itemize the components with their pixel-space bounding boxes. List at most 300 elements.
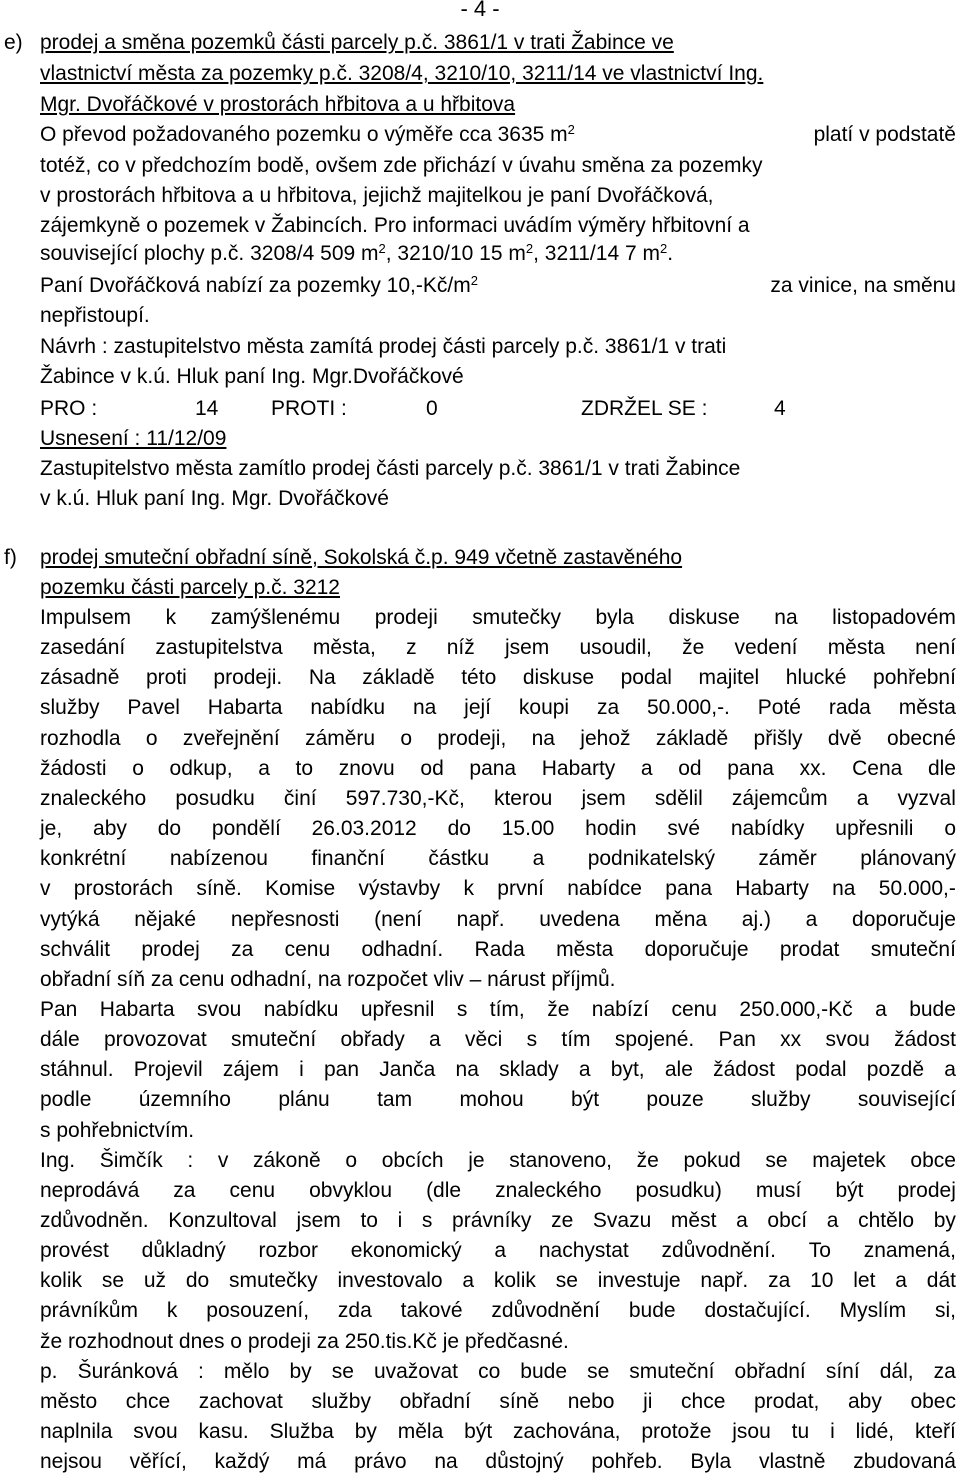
word: Cena	[852, 757, 903, 780]
word: právníky	[452, 1209, 532, 1232]
word: v	[217, 1149, 229, 1172]
word: proti	[145, 666, 187, 689]
word: co	[478, 1360, 501, 1383]
word: žádost	[894, 1028, 956, 1051]
word: investuje	[597, 1269, 681, 1292]
word: Habarta	[207, 696, 283, 719]
word: nabídky	[730, 817, 805, 840]
word: záměru	[305, 727, 376, 750]
word: a	[875, 998, 887, 1021]
word: Habarta	[99, 998, 175, 1021]
word: mohou	[459, 1088, 524, 1111]
word: se	[331, 1360, 354, 1383]
proposal-line: Žabince v k.ú. Hluk paní Ing. Mgr.Dvořáčkové	[40, 365, 464, 388]
section-f-body-line	[40, 1147, 956, 1174]
section-f-body-line	[40, 604, 956, 631]
proposal-line: Návrh : zastupitelstvo města zamítá prodej části parcely p.č. 3861/1 v trati	[40, 335, 727, 358]
word: na	[455, 1058, 479, 1081]
word: síní	[825, 1360, 860, 1383]
word: ale	[664, 1058, 693, 1081]
word: svou	[196, 998, 242, 1021]
word: této	[461, 666, 497, 689]
word: zbudovaná	[853, 1450, 956, 1473]
word: doporučuje	[644, 938, 749, 961]
word: se	[587, 1360, 610, 1383]
word: se	[555, 1269, 578, 1292]
word: prodej	[897, 1179, 956, 1202]
word: by	[354, 1420, 377, 1443]
word: nějaké	[134, 908, 197, 931]
word: finanční	[311, 847, 385, 870]
superscript: 2	[567, 122, 575, 137]
word: služby	[311, 1390, 371, 1413]
vote-zdrzel-label: ZDRŽEL SE :	[581, 397, 708, 420]
word: a	[736, 1209, 748, 1232]
text-fragment: , 3210/10 15 m	[385, 242, 526, 265]
word: vedení	[734, 636, 798, 659]
word: chce	[125, 1390, 171, 1413]
word: spojené.	[614, 1028, 695, 1051]
section-f-heading-line: prodej smuteční obřadní síně, Sokolská č.p. 949 včetně zastavěného	[40, 546, 683, 569]
word: např.	[456, 908, 505, 931]
text-fragment: , 3211/14 7 m	[533, 242, 660, 265]
word: nepřesnosti	[230, 908, 340, 931]
word: vyzval	[897, 787, 956, 810]
word: jsou	[732, 1420, 771, 1443]
word: rozbor	[258, 1239, 318, 1262]
word: pana	[727, 757, 774, 780]
superscript: 2	[525, 241, 534, 256]
word: svou	[825, 1028, 870, 1051]
word: kasu.	[198, 1420, 249, 1443]
page-number: - 4 -	[460, 0, 500, 21]
word: (dle	[426, 1179, 462, 1202]
word: podal	[795, 1058, 847, 1081]
word: Na	[308, 666, 336, 689]
word: prodat,	[753, 1390, 820, 1413]
word: 15.00	[501, 817, 555, 840]
word: město	[40, 1390, 98, 1413]
word: a	[944, 1058, 956, 1081]
word: protože	[641, 1420, 712, 1443]
word: 597.730,-Kč,	[345, 787, 465, 810]
word: Šimčík	[99, 1149, 163, 1172]
word: prodej	[141, 938, 200, 961]
word: kolik	[40, 1269, 83, 1292]
word: Pavel	[127, 696, 180, 719]
word: za	[768, 1269, 791, 1292]
word: ji	[643, 1390, 653, 1413]
superscript: 2	[659, 241, 668, 256]
section-f-body-line	[40, 785, 956, 812]
word: smuteční	[629, 1360, 715, 1383]
word: znaleckého	[40, 787, 147, 810]
word: hlucké	[785, 666, 847, 689]
word: rada	[828, 696, 871, 719]
word: do	[447, 817, 471, 840]
word: 10	[810, 1269, 834, 1292]
word: být	[835, 1179, 864, 1202]
text-fragment: platí v podstatě	[813, 123, 956, 146]
word: a	[805, 908, 818, 931]
word: Myslím	[839, 1299, 907, 1322]
word: se	[101, 1269, 125, 1292]
section-f-body-line	[40, 815, 956, 842]
word: smutečky	[472, 606, 561, 629]
word: to	[295, 757, 314, 780]
resolution-line: Zastupitelstvo města zamítlo prodej části parcely p.č. 3861/1 v trati Žabince	[40, 457, 741, 480]
word: koupi	[518, 696, 570, 719]
word: obřadní	[399, 1390, 471, 1413]
word: Byla	[690, 1450, 732, 1473]
word: byla	[595, 606, 635, 629]
word: znamená,	[863, 1239, 956, 1262]
word: žádosti	[40, 757, 107, 780]
word: o	[345, 1149, 358, 1172]
word: Šuránková	[77, 1360, 178, 1383]
word: na	[412, 696, 437, 719]
word: je	[468, 1149, 485, 1172]
word: měla	[397, 1420, 444, 1443]
section-e-body-line: zájemkyně o pozemek v Žabincích. Pro informaci uvádím výměry hřbitovní a	[40, 214, 750, 237]
section-f-body-line	[40, 845, 956, 872]
section-f-body-line	[40, 906, 956, 933]
word: a	[258, 757, 270, 780]
section-f-heading-line: pozemku části parcely p.č. 3212	[40, 576, 340, 599]
word: pokud	[683, 1149, 741, 1172]
word: Habarty	[541, 757, 616, 780]
word: sdělil	[654, 787, 703, 810]
word: by	[289, 1360, 312, 1383]
word: pana	[469, 757, 517, 780]
word: tím	[561, 1028, 591, 1051]
word: zachována,	[513, 1420, 621, 1443]
word: kterou	[493, 787, 553, 810]
word: a	[826, 1209, 839, 1232]
section-f-body-line	[40, 1026, 956, 1053]
word: zájem	[222, 1058, 279, 1081]
word: a	[640, 757, 653, 780]
word: zákoně	[253, 1149, 321, 1172]
word: s	[421, 1209, 433, 1232]
word: odkup,	[169, 757, 233, 780]
section-f-body-line	[40, 1056, 956, 1083]
word: i	[397, 1209, 403, 1232]
word: síně	[499, 1390, 540, 1413]
word: obcí	[767, 1209, 808, 1232]
word: provozovat	[103, 1028, 207, 1051]
word: do	[157, 817, 182, 840]
word: o	[400, 727, 413, 750]
section-f-body-line	[40, 936, 956, 963]
section-f-body-line	[40, 634, 956, 661]
word: měst	[670, 1209, 717, 1232]
word: provést	[40, 1239, 109, 1262]
word: žádost	[713, 1058, 775, 1081]
word: dál,	[879, 1360, 914, 1383]
section-f-body-line	[40, 1177, 956, 1204]
word: a	[494, 1239, 507, 1262]
word: majitel	[698, 666, 760, 689]
word: nachystat	[538, 1239, 629, 1262]
word: investovalo	[337, 1269, 443, 1292]
vote-proti-value: 0	[426, 397, 438, 420]
word: pozdě	[866, 1058, 925, 1081]
word: města	[556, 938, 614, 961]
word: územního	[138, 1088, 231, 1111]
word: na	[531, 727, 555, 750]
word: a	[578, 1058, 591, 1081]
word: nebo	[567, 1390, 615, 1413]
superscript: 2	[470, 273, 478, 288]
word: že	[547, 998, 570, 1021]
word: upřesnili	[835, 817, 914, 840]
word: zda	[337, 1299, 372, 1322]
section-e-body-line	[40, 121, 956, 148]
word: a	[895, 1269, 907, 1292]
word: :	[187, 1149, 194, 1172]
word: není	[915, 636, 956, 659]
word: pouze	[646, 1088, 704, 1111]
word: znovu	[338, 757, 395, 780]
word: zveřejnění	[182, 727, 280, 750]
word: tu	[791, 1420, 810, 1443]
text-fragment: související plochy p.č. 3208/4 509 m	[40, 242, 379, 265]
word: zastupitelstva	[155, 636, 283, 659]
word: za	[933, 1360, 956, 1383]
word: a	[532, 847, 545, 870]
word: nejsou	[40, 1450, 102, 1473]
word: Projevil	[133, 1058, 203, 1081]
word: její	[464, 696, 492, 719]
word: to	[360, 1209, 378, 1232]
word: věci	[464, 1028, 503, 1051]
word: jsem	[296, 1209, 341, 1232]
word: smuteční	[231, 1028, 317, 1051]
word: plánu	[278, 1088, 330, 1111]
section-f-body-line	[40, 1237, 956, 1264]
word: naplnila	[40, 1420, 113, 1443]
word: už	[143, 1269, 167, 1292]
vote-pro-label: PRO :	[40, 397, 98, 420]
word: dle	[927, 757, 956, 780]
word: Habarty	[735, 877, 809, 900]
word: svou	[133, 1420, 178, 1443]
word: obecné	[887, 727, 956, 750]
word: své	[667, 817, 701, 840]
text-fragment: Usnesení : 11/12/09	[40, 427, 227, 450]
text-fragment: O převod požadovaného pozemku o výměře cca 3635 m	[40, 123, 568, 146]
word: obřady	[340, 1028, 405, 1051]
word: prodeji	[374, 606, 438, 629]
section-f-body-line: že rozhodnout dnes o prodeji za 250.tis.Kč je předčasné.	[40, 1330, 569, 1353]
word: 250.000,-Kč	[739, 998, 853, 1021]
word: základě	[655, 727, 729, 750]
word: podnikatelský	[587, 847, 715, 870]
word: plánovaný	[860, 847, 956, 870]
word: za	[596, 696, 620, 719]
section-e-body-line: v prostorách hřbitova a u hřbitova, jejichž majitelkou je paní Dvořáčková,	[40, 184, 714, 207]
word: a	[856, 787, 869, 810]
word: Ing.	[40, 1149, 76, 1172]
word: mělo	[223, 1360, 270, 1383]
word: o	[145, 727, 158, 750]
section-e-body-line: nepřistoupí.	[40, 304, 150, 327]
word: podal	[620, 666, 672, 689]
word: na	[832, 877, 856, 900]
word: být	[571, 1088, 600, 1111]
word: z	[406, 636, 417, 659]
text-fragment: .	[667, 242, 674, 265]
word: věřící,	[129, 1450, 187, 1473]
word: služby	[751, 1088, 811, 1111]
word: doporučuje	[852, 908, 956, 931]
word: majetek	[812, 1149, 886, 1172]
word: např.	[700, 1269, 749, 1292]
word: tím,	[489, 998, 525, 1021]
word: a	[462, 1269, 475, 1292]
word: za	[231, 938, 254, 961]
word: posouzení,	[206, 1299, 310, 1322]
section-f-body-line	[40, 1297, 956, 1324]
word: každý	[214, 1450, 270, 1473]
word: prostorách	[73, 877, 174, 900]
word: zasedání	[40, 636, 126, 659]
word: právníkům	[40, 1299, 139, 1322]
word: má	[297, 1450, 327, 1473]
word: prodat	[779, 938, 840, 961]
vote-pro-value: 14	[195, 397, 219, 420]
section-e-body-line	[40, 272, 956, 299]
word: Pan	[718, 1028, 756, 1051]
word: podle	[40, 1088, 92, 1111]
section-f-body-line	[40, 875, 956, 902]
word: v	[40, 877, 51, 900]
word: se	[765, 1149, 788, 1172]
word: Komise	[265, 877, 336, 900]
word: související	[857, 1088, 956, 1111]
word: ekonomický	[350, 1239, 462, 1262]
word: sklady	[499, 1058, 559, 1081]
word: záměr	[758, 847, 817, 870]
word: zásadně	[40, 666, 120, 689]
word: k	[463, 877, 474, 900]
word: nabídku	[263, 998, 339, 1021]
word: xx.	[799, 757, 827, 780]
word: pan	[324, 1058, 360, 1081]
word: dále	[40, 1028, 80, 1051]
section-f-body-line	[40, 694, 956, 721]
word: kteří	[915, 1420, 956, 1443]
word: dostačující.	[704, 1299, 811, 1322]
section-f-body-line	[40, 1267, 956, 1294]
word: xx	[780, 1028, 802, 1051]
word: 50.000,-	[878, 877, 956, 900]
word: (není	[374, 908, 422, 931]
word: stáhnul.	[40, 1058, 114, 1081]
word: diskuse	[522, 666, 595, 689]
word: s	[526, 1028, 538, 1051]
word: To	[808, 1239, 831, 1262]
word: dát	[926, 1269, 956, 1292]
word: znaleckého	[495, 1179, 602, 1202]
vote-proti-label: PROTI :	[271, 397, 347, 420]
word: diskuse	[668, 606, 740, 629]
word: ze	[551, 1209, 574, 1232]
word: nabídce	[567, 877, 642, 900]
word: pondělí	[211, 817, 281, 840]
section-f-body-line	[40, 1418, 956, 1445]
word: že	[636, 1149, 659, 1172]
word: konkrétní	[40, 847, 127, 870]
word: :	[198, 1360, 204, 1383]
word: obec	[910, 1390, 956, 1413]
word: být	[464, 1420, 493, 1443]
section-f-body-line	[40, 725, 956, 752]
word: uvedena	[539, 908, 620, 931]
word: a	[428, 1028, 441, 1051]
word: města	[827, 636, 885, 659]
section-f-body-line	[40, 664, 956, 691]
text-fragment: Paní Dvořáčková nabízí za pozemky 10,-Kč/m	[40, 274, 471, 297]
word: činí	[283, 787, 317, 810]
section-f-body-line: s pohřebnictvím.	[40, 1119, 195, 1142]
word: první	[497, 877, 544, 900]
word: na	[774, 606, 798, 629]
word: i	[299, 1058, 304, 1081]
word: bude	[628, 1299, 676, 1322]
section-f-body-line	[40, 1358, 956, 1385]
word: posudku)	[635, 1179, 722, 1202]
word: aby	[93, 817, 127, 840]
word: cenu	[284, 938, 331, 961]
word: by	[933, 1209, 956, 1232]
word: vlastně	[758, 1450, 826, 1473]
section-f-body-line	[40, 1448, 956, 1475]
word: Poté	[757, 696, 801, 719]
word: 26.03.2012	[311, 817, 417, 840]
word: smutečky	[229, 1269, 318, 1292]
word: že	[682, 636, 705, 659]
word: na	[434, 1450, 458, 1473]
word: hodin	[585, 817, 637, 840]
word: zamýšlenému	[210, 606, 341, 629]
word: k	[166, 1299, 178, 1322]
word: za	[173, 1179, 196, 1202]
resolution-line: v k.ú. Hluk paní Ing. Mgr. Dvořáčkové	[40, 487, 389, 510]
word: Svazu	[592, 1209, 652, 1232]
word: rozhodla	[40, 727, 121, 750]
word: cenu	[229, 1179, 276, 1202]
word: byt,	[610, 1058, 645, 1081]
section-f-body-line	[40, 755, 956, 782]
text-fragment: za vinice, na směnu	[770, 274, 956, 297]
word: bude	[909, 998, 956, 1021]
word: je,	[40, 817, 63, 840]
section-f-body-line	[40, 1388, 956, 1415]
word: jsem	[504, 636, 550, 659]
word: služby	[40, 696, 100, 719]
word: takové	[400, 1299, 463, 1322]
word: stanoveno,	[509, 1149, 613, 1172]
word: let	[853, 1269, 876, 1292]
word: důkladný	[141, 1239, 226, 1262]
word: zdůvodněn.	[40, 1209, 149, 1232]
word: usoudil,	[579, 636, 652, 659]
word: zájemcům	[731, 787, 828, 810]
vote-result	[40, 395, 956, 422]
section-f-body-line	[40, 1207, 956, 1234]
